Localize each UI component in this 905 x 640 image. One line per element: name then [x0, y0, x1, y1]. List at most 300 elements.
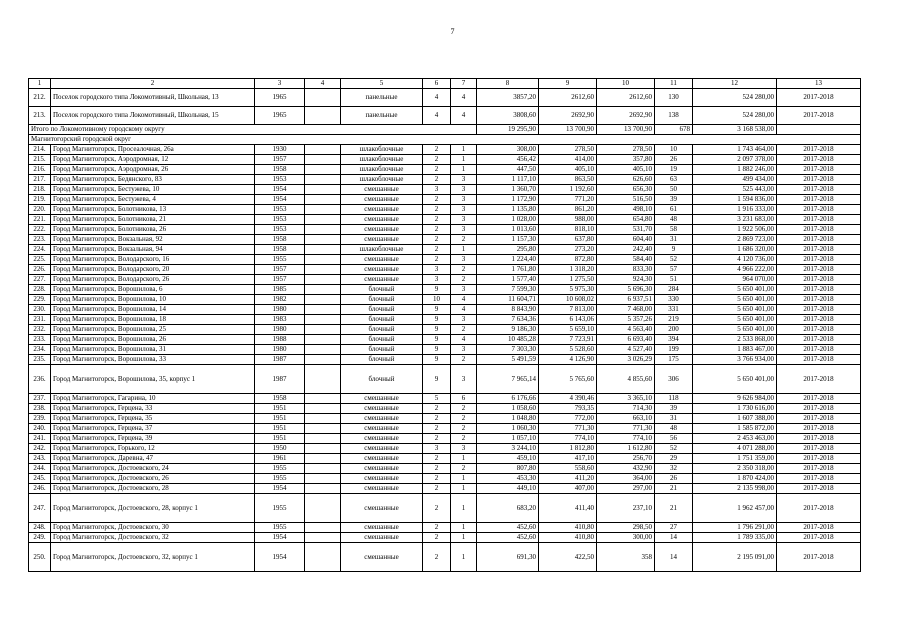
col-floors: 3	[423, 265, 451, 275]
table-row	[29, 454, 861, 464]
col-period: 2017-2018	[777, 414, 861, 424]
col-year: 1958	[255, 245, 305, 255]
col-cost: 1 585 872,00	[693, 424, 777, 434]
column-header-4: 4	[305, 79, 341, 89]
table-row	[29, 89, 861, 107]
col-wall-material: блочный	[341, 315, 423, 325]
col-total-area: 1 157,30	[477, 235, 539, 245]
col-residents: 10	[655, 145, 693, 155]
col-floors: 2	[423, 543, 451, 572]
col-num: 236.	[29, 365, 51, 394]
col-total-area: 683,20	[477, 494, 539, 523]
col-wall-material: шлакоблочные	[341, 175, 423, 185]
col-period: 2017-2018	[777, 523, 861, 533]
col-living-area: 774,10	[539, 434, 597, 444]
col-wall-material: смешанные	[341, 474, 423, 484]
col-total-area: 459,10	[477, 454, 539, 464]
col-period: 2017-2018	[777, 474, 861, 484]
col-entrances: 1	[451, 454, 477, 464]
col-year: 1958	[255, 394, 305, 404]
col-cost: 5 650 401,00	[693, 325, 777, 335]
col-floors: 4	[423, 89, 451, 107]
total-label: Итого по Локомотивному городскому округу	[29, 125, 477, 135]
col-year: 1957	[255, 155, 305, 165]
col-residents: 52	[655, 255, 693, 265]
col-num: 248.	[29, 523, 51, 533]
column-number-header-row	[29, 79, 861, 89]
col-residents: 29	[655, 454, 693, 464]
col-blank	[305, 285, 341, 295]
col-private-area: 364,00	[597, 474, 655, 484]
col-blank	[305, 394, 341, 404]
col-cost: 9 626 984,00	[693, 394, 777, 404]
col-year: 1987	[255, 365, 305, 394]
col-num: 213.	[29, 107, 51, 125]
col-floors: 2	[423, 195, 451, 205]
col-floors: 9	[423, 315, 451, 325]
col-wall-material: шлакоблочные	[341, 165, 423, 175]
col-entrances: 2	[451, 464, 477, 474]
col-cost: 1 796 291,00	[693, 523, 777, 533]
col-wall-material: смешанные	[341, 215, 423, 225]
col-address: Город Магнитогорск, Володарского, 26	[51, 275, 255, 285]
col-blank	[305, 424, 341, 434]
col-num: 224.	[29, 245, 51, 255]
col-cost: 1 916 333,00	[693, 205, 777, 215]
col-floors: 2	[423, 145, 451, 155]
col-blank	[305, 474, 341, 484]
col-private-area: 432,90	[597, 464, 655, 474]
col-private-area: 3 026,29	[597, 355, 655, 365]
col-entrances: 2	[451, 355, 477, 365]
col-entrances: 1	[451, 533, 477, 543]
col-num: 234.	[29, 345, 51, 355]
col-total-area: 7 303,30	[477, 345, 539, 355]
col-living-area: 4 390,46	[539, 394, 597, 404]
col-wall-material: смешанные	[341, 275, 423, 285]
col-address: Город Магнитогорск, Ворошилова, 18	[51, 315, 255, 325]
col-residents: 284	[655, 285, 693, 295]
column-header-3: 3	[255, 79, 305, 89]
col-residents: 138	[655, 107, 693, 125]
table-row	[29, 464, 861, 474]
col-floors: 9	[423, 345, 451, 355]
col-blank	[305, 245, 341, 255]
col-private-area: 924,30	[597, 275, 655, 285]
col-period: 2017-2018	[777, 484, 861, 494]
col-year: 1953	[255, 225, 305, 235]
col-floors: 3	[423, 185, 451, 195]
col-num: 222.	[29, 225, 51, 235]
col-blank	[305, 434, 341, 444]
col-living-area: 5 765,60	[539, 365, 597, 394]
col-living-area: 637,80	[539, 235, 597, 245]
col-period: 2017-2018	[777, 255, 861, 265]
col-wall-material: смешанные	[341, 494, 423, 523]
col-living-area: 988,00	[539, 215, 597, 225]
col-wall-material: смешанные	[341, 404, 423, 414]
col-private-area: 1 612,80	[597, 444, 655, 454]
col-year: 1980	[255, 305, 305, 315]
col-living-area: 422,50	[539, 543, 597, 572]
col-blank	[305, 543, 341, 572]
col-blank	[305, 205, 341, 215]
col-blank	[305, 225, 341, 235]
col-blank	[305, 404, 341, 414]
total-col-living-area: 13 700,90	[539, 125, 597, 135]
col-living-area: 861,20	[539, 205, 597, 215]
col-total-area: 295,80	[477, 245, 539, 255]
table-row	[29, 145, 861, 155]
col-entrances: 3	[451, 175, 477, 185]
col-year: 1951	[255, 404, 305, 414]
col-period: 2017-2018	[777, 145, 861, 155]
col-address: Город Магнитогорск, Ворошилова, 25	[51, 325, 255, 335]
col-private-area: 300,00	[597, 533, 655, 543]
col-private-area: 626,60	[597, 175, 655, 185]
col-residents: 394	[655, 335, 693, 345]
col-residents: 175	[655, 355, 693, 365]
col-address: Город Магнитогорск, Болотникова, 13	[51, 205, 255, 215]
col-living-area: 1 318,20	[539, 265, 597, 275]
table-row	[29, 225, 861, 235]
table-row	[29, 255, 861, 265]
col-blank	[305, 215, 341, 225]
col-cost: 3 231 683,00	[693, 215, 777, 225]
col-address: Город Магнитогорск, Бестужева, 4	[51, 195, 255, 205]
col-num: 246.	[29, 484, 51, 494]
table-row	[29, 394, 861, 404]
col-address: Поселок городского типа Локомотивный, Школьная, 13	[51, 89, 255, 107]
col-wall-material: смешанные	[341, 265, 423, 275]
col-entrances: 1	[451, 523, 477, 533]
col-address: Город Магнитогорск, Ворошилова, 6	[51, 285, 255, 295]
col-period: 2017-2018	[777, 345, 861, 355]
col-living-area: 793,35	[539, 404, 597, 414]
table-body	[29, 79, 861, 572]
col-blank	[305, 255, 341, 265]
col-blank	[305, 195, 341, 205]
col-residents: 27	[655, 523, 693, 533]
col-period: 2017-2018	[777, 464, 861, 474]
col-cost: 5 650 401,00	[693, 295, 777, 305]
col-blank	[305, 235, 341, 245]
col-living-area: 872,80	[539, 255, 597, 265]
col-cost: 1 751 359,00	[693, 454, 777, 464]
col-period: 2017-2018	[777, 205, 861, 215]
col-private-area: 774,10	[597, 434, 655, 444]
col-private-area: 604,40	[597, 235, 655, 245]
col-cost: 3 766 934,00	[693, 355, 777, 365]
table-row	[29, 404, 861, 414]
col-address: Город Магнитогорск, Ворошилова, 35, корпус 1	[51, 365, 255, 394]
table-row	[29, 434, 861, 444]
col-cost: 1 743 464,00	[693, 145, 777, 155]
table-row	[29, 335, 861, 345]
col-private-area: 256,70	[597, 454, 655, 464]
col-entrances: 1	[451, 155, 477, 165]
col-cost: 2 097 378,00	[693, 155, 777, 165]
col-address: Город Магнитогорск, Вокзальная, 94	[51, 245, 255, 255]
col-residents: 14	[655, 533, 693, 543]
col-num: 228.	[29, 285, 51, 295]
col-entrances: 4	[451, 89, 477, 107]
col-total-area: 1 172,90	[477, 195, 539, 205]
col-address: Город Магнитогорск, Володарского, 16	[51, 255, 255, 265]
col-wall-material: блочный	[341, 355, 423, 365]
col-floors: 2	[423, 175, 451, 185]
col-entrances: 3	[451, 225, 477, 235]
col-living-area: 6 143,06	[539, 315, 597, 325]
col-period: 2017-2018	[777, 335, 861, 345]
column-header-1: 1	[29, 79, 51, 89]
table-row	[29, 355, 861, 365]
col-residents: 48	[655, 424, 693, 434]
col-num: 247.	[29, 494, 51, 523]
col-wall-material: смешанные	[341, 484, 423, 494]
col-floors: 2	[423, 484, 451, 494]
col-wall-material: панельные	[341, 107, 423, 125]
col-residents: 58	[655, 225, 693, 235]
col-period: 2017-2018	[777, 185, 861, 195]
col-private-area: 5 696,30	[597, 285, 655, 295]
col-private-area: 714,30	[597, 404, 655, 414]
col-year: 1930	[255, 145, 305, 155]
col-num: 249.	[29, 533, 51, 543]
col-blank	[305, 444, 341, 454]
col-entrances: 4	[451, 305, 477, 315]
col-private-area: 4 855,60	[597, 365, 655, 394]
col-year: 1953	[255, 175, 305, 185]
col-cost: 2 453 463,00	[693, 434, 777, 444]
col-entrances: 3	[451, 365, 477, 394]
col-living-area: 5 659,10	[539, 325, 597, 335]
col-private-area: 531,70	[597, 225, 655, 235]
table-row	[29, 533, 861, 543]
col-period: 2017-2018	[777, 424, 861, 434]
col-private-area: 358	[597, 543, 655, 572]
col-living-area: 7 813,00	[539, 305, 597, 315]
col-floors: 3	[423, 444, 451, 454]
col-floors: 10	[423, 295, 451, 305]
col-total-area: 1 058,60	[477, 404, 539, 414]
col-entrances: 2	[451, 414, 477, 424]
col-year: 1985	[255, 285, 305, 295]
col-floors: 9	[423, 285, 451, 295]
col-total-area: 10 485,28	[477, 335, 539, 345]
col-blank	[305, 345, 341, 355]
col-living-area: 1 192,60	[539, 185, 597, 195]
col-address: Город Магнитогорск, Болотникова, 21	[51, 215, 255, 225]
col-year: 1955	[255, 494, 305, 523]
col-living-area: 818,10	[539, 225, 597, 235]
col-floors: 9	[423, 325, 451, 335]
col-address: Город Магнитогорск, Ворошилова, 10	[51, 295, 255, 305]
table-row	[29, 205, 861, 215]
col-floors: 9	[423, 365, 451, 394]
col-cost: 5 650 401,00	[693, 285, 777, 295]
col-residents: 219	[655, 315, 693, 325]
col-residents: 56	[655, 434, 693, 444]
col-floors: 2	[423, 523, 451, 533]
col-blank	[305, 275, 341, 285]
column-header-7: 7	[451, 79, 477, 89]
col-address: Город Магнитогорск, Даревна, 47	[51, 454, 255, 464]
col-residents: 51	[655, 275, 693, 285]
col-period: 2017-2018	[777, 325, 861, 335]
col-total-area: 1 577,40	[477, 275, 539, 285]
table-row	[29, 235, 861, 245]
col-wall-material: смешанные	[341, 533, 423, 543]
col-private-area: 237,10	[597, 494, 655, 523]
col-floors: 2	[423, 255, 451, 265]
col-period: 2017-2018	[777, 543, 861, 572]
col-period: 2017-2018	[777, 195, 861, 205]
col-entrances: 2	[451, 275, 477, 285]
col-floors: 2	[423, 245, 451, 255]
col-cost: 525 443,00	[693, 185, 777, 195]
col-period: 2017-2018	[777, 89, 861, 107]
col-address: Город Магнитогорск, Герцена, 33	[51, 404, 255, 414]
table-row	[29, 345, 861, 355]
col-address: Город Магнитогорск, Просеалочная, 26а	[51, 145, 255, 155]
col-address: Город Магнитогорск, Герцена, 37	[51, 424, 255, 434]
col-residents: 9	[655, 245, 693, 255]
col-floors: 2	[423, 434, 451, 444]
col-residents: 61	[655, 205, 693, 215]
col-private-area: 297,00	[597, 484, 655, 494]
col-private-area: 656,30	[597, 185, 655, 195]
table-row	[29, 285, 861, 295]
col-year: 1950	[255, 444, 305, 454]
col-cost: 2 195 091,00	[693, 543, 777, 572]
col-residents: 331	[655, 305, 693, 315]
col-floors: 9	[423, 355, 451, 365]
col-total-area: 1 360,70	[477, 185, 539, 195]
table-row	[29, 275, 861, 285]
col-entrances: 3	[451, 255, 477, 265]
col-entrances: 2	[451, 325, 477, 335]
col-year: 1951	[255, 424, 305, 434]
col-cost: 2 350 318,00	[693, 464, 777, 474]
col-residents: 199	[655, 345, 693, 355]
column-header-6: 6	[423, 79, 451, 89]
col-total-area: 7 965,14	[477, 365, 539, 394]
column-header-9: 9	[539, 79, 597, 89]
col-floors: 2	[423, 414, 451, 424]
col-num: 220.	[29, 205, 51, 215]
col-total-area: 452,60	[477, 523, 539, 533]
col-living-area: 10 608,02	[539, 295, 597, 305]
col-num: 227.	[29, 275, 51, 285]
col-num: 215.	[29, 155, 51, 165]
col-floors: 2	[423, 404, 451, 414]
col-total-area: 308,00	[477, 145, 539, 155]
col-year: 1951	[255, 414, 305, 424]
column-header-13: 13	[777, 79, 861, 89]
table-row	[29, 175, 861, 185]
col-address: Город Магнитогорск, Ворошилова, 33	[51, 355, 255, 365]
col-cost: 5 650 401,00	[693, 365, 777, 394]
col-year: 1983	[255, 315, 305, 325]
col-address: Город Магнитогорск, Болотникова, 26	[51, 225, 255, 235]
col-living-area: 1 812,80	[539, 444, 597, 454]
col-address: Город Магнитогорск, Достоевского, 32, корпус 1	[51, 543, 255, 572]
col-num: 212.	[29, 89, 51, 107]
col-floors: 2	[423, 454, 451, 464]
table-row	[29, 107, 861, 125]
col-entrances: 1	[451, 474, 477, 484]
col-wall-material: шлакоблочные	[341, 145, 423, 155]
col-entrances: 2	[451, 434, 477, 444]
col-cost: 4 071 288,00	[693, 444, 777, 454]
table-row	[29, 543, 861, 572]
col-residents: 130	[655, 89, 693, 107]
col-total-area: 1 013,60	[477, 225, 539, 235]
col-wall-material: смешанные	[341, 424, 423, 434]
col-cost: 1 607 388,00	[693, 414, 777, 424]
col-num: 250.	[29, 543, 51, 572]
col-num: 235.	[29, 355, 51, 365]
col-entrances: 2	[451, 265, 477, 275]
col-period: 2017-2018	[777, 285, 861, 295]
col-living-area: 417,10	[539, 454, 597, 464]
col-year: 1954	[255, 543, 305, 572]
col-period: 2017-2018	[777, 235, 861, 245]
col-entrances: 4	[451, 295, 477, 305]
col-total-area: 807,80	[477, 464, 539, 474]
col-cost: 1 686 320,00	[693, 245, 777, 255]
col-num: 242.	[29, 444, 51, 454]
col-period: 2017-2018	[777, 165, 861, 175]
col-wall-material: блочный	[341, 325, 423, 335]
col-address: Город Магнитогорск, Герцена, 39	[51, 434, 255, 444]
col-year: 1980	[255, 345, 305, 355]
col-year: 1955	[255, 255, 305, 265]
col-entrances: 3	[451, 215, 477, 225]
col-wall-material: смешанные	[341, 195, 423, 205]
col-period: 2017-2018	[777, 394, 861, 404]
col-total-area: 7 634,36	[477, 315, 539, 325]
col-wall-material: шлакоблочные	[341, 155, 423, 165]
section-header-row	[29, 135, 861, 145]
col-living-area: 772,00	[539, 414, 597, 424]
col-year: 1955	[255, 474, 305, 484]
col-entrances: 3	[451, 345, 477, 355]
col-floors: 2	[423, 225, 451, 235]
col-residents: 26	[655, 155, 693, 165]
col-entrances: 3	[451, 285, 477, 295]
col-year: 1961	[255, 454, 305, 464]
col-num: 245.	[29, 474, 51, 484]
col-num: 231.	[29, 315, 51, 325]
table-row	[29, 185, 861, 195]
col-cost: 1 922 506,00	[693, 225, 777, 235]
col-entrances: 1	[451, 543, 477, 572]
col-wall-material: смешанные	[341, 543, 423, 572]
col-period: 2017-2018	[777, 175, 861, 185]
col-residents: 57	[655, 265, 693, 275]
housing-register-table	[28, 78, 861, 572]
table-row	[29, 265, 861, 275]
col-blank	[305, 165, 341, 175]
col-year: 1955	[255, 523, 305, 533]
col-living-area: 411,20	[539, 474, 597, 484]
col-num: 241.	[29, 434, 51, 444]
col-year: 1958	[255, 235, 305, 245]
col-total-area: 1 135,80	[477, 205, 539, 215]
col-wall-material: смешанные	[341, 225, 423, 235]
